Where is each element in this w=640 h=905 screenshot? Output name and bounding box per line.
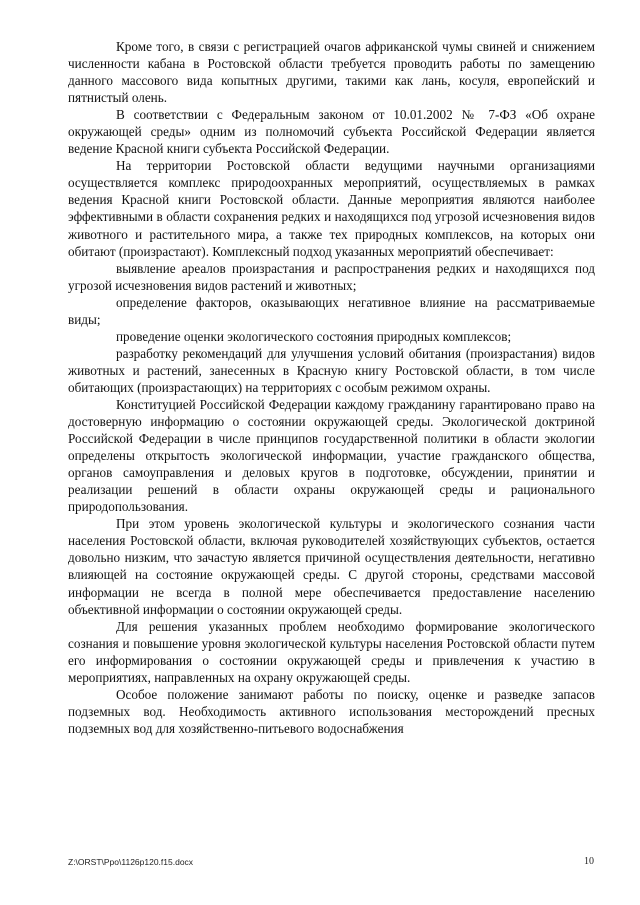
document-body (68, 38, 595, 737)
paragraph-10: Для решения указанных проблем необходимо формирование экологического сознания и повышение уровня экологической культуры населения Ростовской области путем его информирования о состоянии окружающей среды и привлечения к участию в мероприятиях, направленных на охрану окружающей среды. (68, 618, 595, 685)
paragraph-4: выявление ареалов произрастания и распространения редких и находящихся под угрозой исчезновения видов растений и животных; (68, 260, 595, 293)
paragraph-6: проведение оценки экологического состояния природных комплексов; (116, 328, 512, 344)
paragraph-8: Конституцией Российской Федерации каждому гражданину гарантировано право на достоверную информацию о состоянии окружающей среды. Экологической доктриной Российской Федерации в числе принципов государственной политики в области экологии определены открытость экологической информации, участие гражданского общества, органов самоуправления и деловых кругов в подготовке, обсуждении, принятии и реализации решений в области охраны окружающей среды и рационального природопользования. (68, 396, 595, 515)
page-number: 10 (584, 856, 594, 867)
paragraph-7: разработку рекомендаций для улучшения условий обитания (произрастания) видов животных и растений, занесенных в Красную книгу Ростовской области, в том числе обитающих (произрастающих) на территориях с особым режимом охраны. (68, 345, 595, 395)
footer-file-path: Z:\ORST\Ppo\1126p120.f15.docx (68, 857, 194, 867)
paragraph-3: На территории Ростовской области ведущими научными организациями осуществляется комплекс природоохранных мероприятий, осуществляемых в рамках ведения Красной книги Ростовской области. Данные мероприятия являются наиболее эффективными в области сохранения редких и находящихся под угрозой исчезновения видов животного и растительного мира, а также тех природных комплексов, на которых они обитают (произрастают). Комплексный подход указанных мероприятий обеспечивает: (68, 158, 595, 259)
paragraph-9: При этом уровень экологической культуры и экологического сознания части населения Ростовской области, включая руководителей хозяйствующих субъектов, остается довольно низким, что зачастую является причиной осуществления деятельности, негативно влияющей на состояние окружающей среды. С другой стороны, средствами массовой информации не всегда в полной мере обеспечивается предоставление населению объективной информации о состоянии окружающей среды. (68, 516, 595, 617)
paragraph-11: Особое положение занимают работы по поиску, оценке и разведке запасов подземных вод. Необходимость активного использования месторождений пресных подземных вод для хозяйственно-питьевого водоснабжения (68, 686, 595, 736)
paragraph-1: Кроме того, в связи с регистрацией очагов африканской чумы свиней и снижением численности кабана в Ростовской области требуется проводить работы по замещению данного массового вида копытных другими, такими как лань, косуля, европейский и пятнистый олень. (68, 39, 595, 106)
paragraph-5: определение факторов, оказывающих негативное влияние на рассматриваемые виды; (68, 294, 595, 327)
paragraph-2: В соответствии с Федеральным законом от 10.01.2002 № 7-ФЗ «Об охране окружающей среды» одним из полномочий субъекта Российской Федерации является ведение Красной книги субъекта Российской Федерации. (68, 107, 595, 157)
